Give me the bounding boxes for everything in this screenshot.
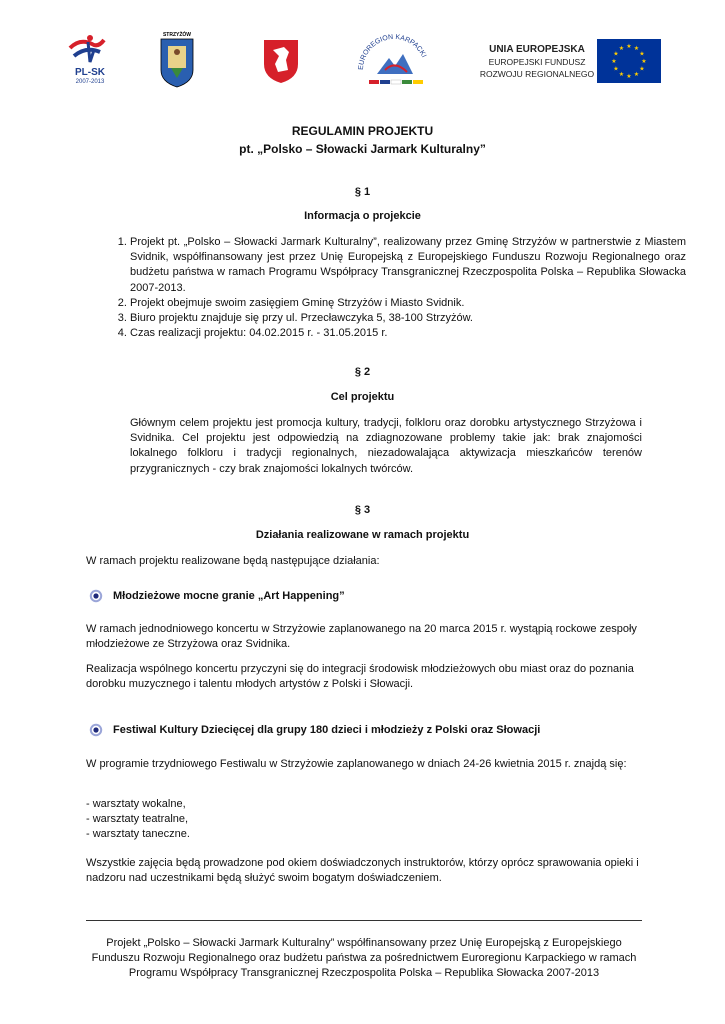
eu-flag-icon <box>597 39 661 83</box>
svg-text:★: ★ <box>639 50 645 58</box>
svg-text:★: ★ <box>611 58 617 65</box>
eu-line3: ROZWOJU REGIONALNEGO <box>479 69 595 79</box>
activity-1-title: Młodzieżowe mocne granie „Art Happening” <box>113 590 345 602</box>
activity-1-paragraph-1: W ramach jednodniowego koncertu w Strzyżowie zaplanowanego na 20 marca 2015 r. wystąpią rockowe zespoły młodzieżowe ze Strzyżowa oraz Svidnika. <box>86 623 637 651</box>
title-line-1: REGULAMIN PROJEKTU <box>291 124 434 138</box>
section-3-intro: W ramach projektu realizowane będą następujące działania: <box>86 555 380 567</box>
section-3-heading: Działania realizowane w ramach projektu <box>255 529 470 541</box>
activity-1-heading <box>89 589 345 603</box>
list-item: 4. Czas realizacji projektu: 04.02.2015 r. - 31.05.2015 r. <box>130 326 686 341</box>
activity-1-paragraph-2: Realizacja wspólnego koncertu przyczyni się do integracji środowisk młodzieżowych obu miast oraz do poznania dorobku muzycznego i talentu młodych artystów z Polski i Słowacji. <box>86 663 634 691</box>
list-item: - warsztaty teatralne, <box>86 813 189 825</box>
list-item: 2. Projekt obejmuje swoim zasięgiem Gminę Strzyżów i Miasto Svidnik. <box>130 296 686 311</box>
section-2-heading: Cel projektu <box>330 391 395 403</box>
title-line-2: pt. „Polsko – Słowacki Jarmark Kulturalny” <box>239 142 486 156</box>
footer-line-2: Funduszu Rozwoju Regionalnego oraz budżetu państwa za pośrednictwem Euroregionu Karpackiego w ramach <box>91 952 637 965</box>
euroregion-label: EUROREGION KARPACKI <box>357 33 428 71</box>
strzyzow-coat-of-arms <box>157 30 197 88</box>
footer-line-3: Programu Współpracy Transgranicznej Rzeczpospolita Polska – Republika Słowacka 2007-2013 <box>128 967 600 980</box>
header-logos <box>60 30 665 90</box>
svg-text:★: ★ <box>613 50 619 58</box>
plsk-logo <box>60 30 120 90</box>
svg-text:★: ★ <box>626 73 632 80</box>
svg-text:★: ★ <box>613 65 619 73</box>
red-coat-of-arms <box>262 38 300 84</box>
activity-2-title: Festiwal Kultury Dziecięcej dla grupy 180 dzieci i młodzieży z Polski oraz Słowacji <box>113 724 541 736</box>
footer-divider <box>86 920 642 921</box>
project-info-list <box>86 235 686 341</box>
activity-2-heading <box>89 723 540 737</box>
eu-line2: EUROPEJSKI FUNDUSZ <box>488 57 586 67</box>
svg-text:★: ★ <box>618 45 625 52</box>
svg-text:★: ★ <box>626 43 632 50</box>
footer <box>86 936 642 982</box>
sun-bullet-icon <box>89 723 103 737</box>
activity-2-paragraph-1: W programie trzydniowego Festiwalu w Strzyżowie zaplanowanego w dniach 24-26 kwietnia 2015 r. znajdą się: <box>86 758 627 770</box>
list-item: 3. Biuro projektu znajduje się przy ul. Przecławczyka 5, 38-100 Strzyżów. <box>130 311 686 326</box>
section-3-number: § 3 <box>354 504 371 516</box>
section-2-number: § 2 <box>354 366 371 378</box>
document-title <box>0 122 725 158</box>
svg-text:★: ★ <box>633 71 640 78</box>
sun-bullet-icon <box>89 589 103 603</box>
section-2-text: Głównym celem projektu jest promocja kultury, tradycji, folkloru oraz dorobku artystycznego Strzyżowa i Svidnika. Cel projektu jest odpowiedzią na zdiagnozowane problemy takie jak: brak znajomości lokalnego folkloru i tradycji regionalnych, niezadowalająca aktywizacja mieszkańców terenów przygranicznych - czy brak znajomości lokalnych twórców. <box>130 417 642 475</box>
svg-text:★: ★ <box>633 45 640 52</box>
footer-line-1: Projekt „Polsko – Słowacki Jarmark Kulturalny” współfinansowany przez Unię Europejską z Europejskiego <box>106 937 622 949</box>
list-item: 1. Projekt pt. „Polsko – Słowacki Jarmark Kulturalny”, realizowany przez Gminę Strzyżów w partnerstwie z Miastem Svidnik, współfinansowany jest przez Unię Europejską z Europejskiego Funduszu Rozwoju Regionalnego oraz budżetu państwa w ramach Programu Współpracy Transgranicznej Rzeczpospolita Polska – Republika Słowacka 2007-2013. <box>130 235 686 296</box>
svg-text:★: ★ <box>641 58 647 65</box>
strzyzow-label: STRZYŻÓW <box>162 32 192 38</box>
list-item: - warsztaty wokalne, <box>86 798 186 810</box>
plsk-logo-years: 2007-2013 <box>75 79 105 85</box>
list-item: - warsztaty taneczne. <box>86 828 190 840</box>
activity-2-paragraph-2: Wszystkie zajęcia będą prowadzone pod okiem doświadczonych instruktorów, którzy oprócz sprawowania opieki i nadzoru nad uczestnikami będą służyć swoim bogatym doświadczeniem. <box>86 857 639 885</box>
plsk-logo-label: PL-SK <box>75 67 105 78</box>
section-1-heading: Informacja o projekcie <box>304 210 421 222</box>
eu-line1: UNIA EUROPEJSKA <box>489 44 585 55</box>
svg-text:★: ★ <box>618 71 625 78</box>
svg-text:★: ★ <box>639 65 645 73</box>
eu-fund-text-logo <box>477 40 597 82</box>
section-1-number: § 1 <box>354 186 371 198</box>
euroregion-karpacki-logo <box>355 30 433 92</box>
